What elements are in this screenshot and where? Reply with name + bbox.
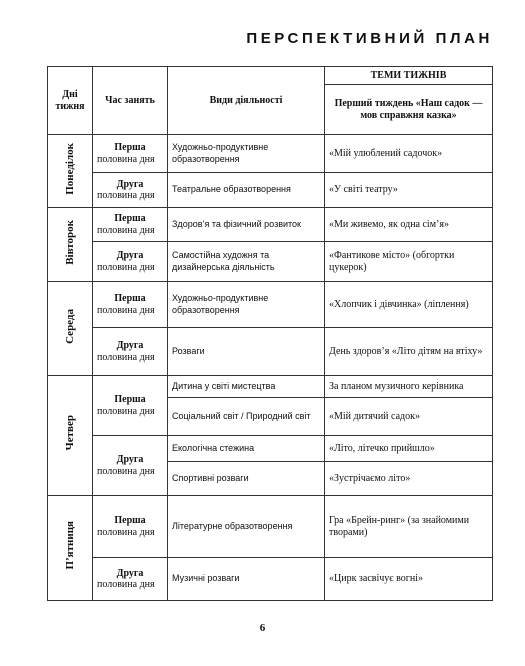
activity-cell: Театральне образотворення [168, 173, 325, 208]
page-number: 6 [259, 622, 266, 634]
themes-header: ТЕМИ ТИЖНІВ [325, 67, 493, 85]
theme-cell: «Мій улюблений садочок» [325, 135, 493, 173]
theme-cell: «Хлопчик і дівчинка» (ліплення) [325, 282, 493, 328]
activity-cell: Спортивні розваги [168, 462, 325, 496]
theme-cell: «Цирк засвічує вогні» [325, 558, 493, 601]
time-cell: Перша половина дня [93, 135, 168, 173]
days-column-header: Дні тижня [48, 67, 93, 135]
plan-table [47, 66, 493, 601]
table-row [48, 282, 493, 328]
table-row [48, 328, 493, 376]
theme-cell: «Літо, літечко прийшло» [325, 436, 493, 462]
day-cell [48, 496, 93, 601]
table-row [48, 496, 493, 558]
table-row [48, 436, 493, 462]
activity-cell: Дитина у світі мистецтва [168, 376, 325, 398]
time-cell: Друга половина дня [93, 242, 168, 282]
day-cell [48, 376, 93, 496]
day-cell [48, 135, 93, 208]
theme-cell: «Зустрічаємо літо» [325, 462, 493, 496]
day-label: Понеділок [64, 142, 76, 195]
time-cell: Перша половина дня [93, 376, 168, 436]
activity-cell: Самостійна художня та дизайнерська діяльність [168, 242, 325, 282]
theme-cell: За планом музичного керівника [325, 376, 493, 398]
theme-cell: Гра «Брейн-ринг» (за знайомими творами) [325, 496, 493, 558]
activity-cell: Здоров’я та фізичний розвиток [168, 208, 325, 242]
day-label: Четвер [64, 415, 76, 451]
theme-cell: «Ми живемо, як одна сім’я» [325, 208, 493, 242]
table-row [48, 173, 493, 208]
day-label: П’ятниця [64, 521, 76, 570]
day-cell [48, 208, 93, 282]
time-cell: Друга половина дня [93, 328, 168, 376]
table-row [48, 376, 493, 398]
activity-cell: Соціальний світ / Природний світ [168, 398, 325, 436]
page-title: ПЕРСПЕКТИВНИЙ ПЛАН [246, 30, 493, 47]
activity-column-header: Види діяльності [168, 67, 325, 135]
week-theme-header: Перший тиждень «Наш садок —мов справжня казка» [325, 85, 493, 135]
theme-cell: «Мій дитячий садок» [325, 398, 493, 436]
day-label: Середа [64, 308, 76, 344]
time-column-header: Час занять [93, 67, 168, 135]
activity-cell: Художньо-продуктивне образотворення [168, 282, 325, 328]
time-cell: Друга половина дня [93, 558, 168, 601]
theme-cell: «У світі театру» [325, 173, 493, 208]
activity-cell: Музичні розваги [168, 558, 325, 601]
activity-cell: Літературне образотворення [168, 496, 325, 558]
table-row [48, 208, 493, 242]
time-cell: Перша половина дня [93, 208, 168, 242]
activity-cell: Екологічна стежина [168, 436, 325, 462]
time-cell: Перша половина дня [93, 496, 168, 558]
activity-cell: Художньо-продуктивне образотворення [168, 135, 325, 173]
time-cell: Перша половина дня [93, 282, 168, 328]
theme-cell: День здоров’я «Літо дітям на втіху» [325, 328, 493, 376]
time-cell: Друга половина дня [93, 436, 168, 496]
theme-cell: «Фантикове місто» (обгортки цукерок) [325, 242, 493, 282]
activity-cell: Розваги [168, 328, 325, 376]
day-label: Вівторок [64, 219, 76, 265]
table-row [48, 135, 493, 173]
day-cell [48, 282, 93, 376]
table-row [48, 242, 493, 282]
time-cell: Друга половина дня [93, 173, 168, 208]
table-row [48, 558, 493, 601]
